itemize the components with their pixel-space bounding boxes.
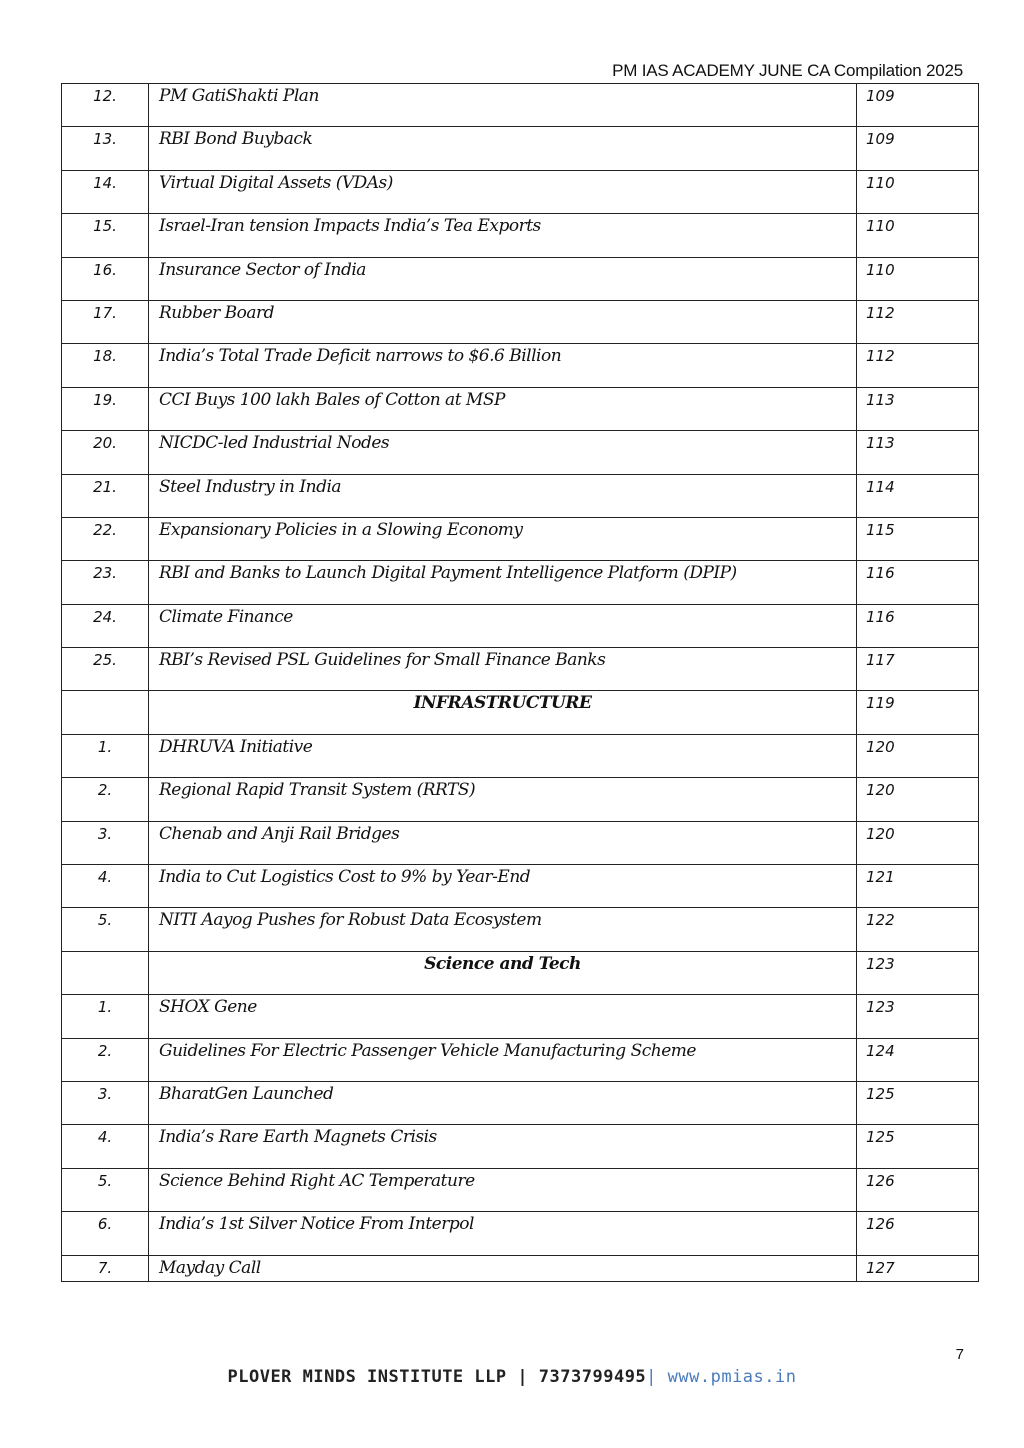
toc-item-number: 13.: [62, 127, 149, 170]
footer: [0, 1367, 1024, 1387]
page-number: 7: [955, 1346, 964, 1363]
toc-item-number: 4.: [62, 1125, 149, 1168]
table-of-contents: [61, 83, 979, 1282]
toc-item-number: 18.: [62, 344, 149, 387]
toc-row: [62, 1081, 979, 1124]
toc-item-number: 1.: [62, 995, 149, 1038]
toc-item-page: 119: [857, 691, 979, 734]
toc-row: [62, 1255, 979, 1281]
toc-item-number: [62, 691, 149, 734]
toc-item-title: BharatGen Launched: [149, 1081, 857, 1124]
toc-row: [62, 734, 979, 777]
toc-body: [62, 84, 979, 1282]
toc-item-number: 3.: [62, 821, 149, 864]
toc-row: [62, 257, 979, 300]
toc-row: [62, 127, 979, 170]
toc-row: [62, 344, 979, 387]
toc-item-page: 125: [857, 1125, 979, 1168]
toc-item-number: 2.: [62, 1038, 149, 1081]
toc-item-page: 123: [857, 995, 979, 1038]
toc-section-heading: Science and Tech: [149, 951, 857, 994]
toc-item-number: 6.: [62, 1212, 149, 1255]
toc-item-number: 19.: [62, 387, 149, 430]
toc-item-title: Climate Finance: [149, 604, 857, 647]
toc-row: [62, 1212, 979, 1255]
toc-item-number: 23.: [62, 561, 149, 604]
toc-item-title: NICDC-led Industrial Nodes: [149, 431, 857, 474]
toc-item-page: 116: [857, 604, 979, 647]
toc-row: [62, 300, 979, 343]
toc-item-title: Mayday Call: [149, 1255, 857, 1281]
toc-item-number: 2.: [62, 778, 149, 821]
toc-item-number: 16.: [62, 257, 149, 300]
toc-item-title: DHRUVA Initiative: [149, 734, 857, 777]
toc-row: [62, 995, 979, 1038]
toc-item-number: 12.: [62, 84, 149, 127]
toc-item-title: NITI Aayog Pushes for Robust Data Ecosystem: [149, 908, 857, 951]
toc-row: [62, 778, 979, 821]
toc-row: [62, 431, 979, 474]
toc-item-title: Virtual Digital Assets (VDAs): [149, 170, 857, 213]
toc-item-title: RBI Bond Buyback: [149, 127, 857, 170]
toc-item-page: 114: [857, 474, 979, 517]
toc-item-title: Expansionary Policies in a Slowing Economy: [149, 517, 857, 560]
toc-item-number: 1.: [62, 734, 149, 777]
toc-item-page: 126: [857, 1168, 979, 1211]
toc-item-title: Israel-Iran tension Impacts India’s Tea Exports: [149, 214, 857, 257]
toc-section-row: [62, 691, 979, 734]
toc-item-page: 116: [857, 561, 979, 604]
toc-row: [62, 821, 979, 864]
toc-item-page: 113: [857, 387, 979, 430]
toc-item-page: 126: [857, 1212, 979, 1255]
toc-row: [62, 1038, 979, 1081]
toc-item-number: 20.: [62, 431, 149, 474]
toc-item-page: 123: [857, 951, 979, 994]
toc-item-page: 120: [857, 778, 979, 821]
toc-row: [62, 214, 979, 257]
toc-item-number: 5.: [62, 908, 149, 951]
toc-item-title: PM GatiShakti Plan: [149, 84, 857, 127]
toc-row: [62, 865, 979, 908]
toc-item-number: 5.: [62, 1168, 149, 1211]
toc-item-number: 22.: [62, 517, 149, 560]
toc-item-title: Rubber Board: [149, 300, 857, 343]
toc-item-page: 110: [857, 170, 979, 213]
toc-item-title: Science Behind Right AC Temperature: [149, 1168, 857, 1211]
toc-row: [62, 648, 979, 691]
toc-item-page: 110: [857, 214, 979, 257]
toc-item-page: 125: [857, 1081, 979, 1124]
toc-row: [62, 170, 979, 213]
toc-item-page: 109: [857, 84, 979, 127]
toc-item-number: 7.: [62, 1255, 149, 1281]
toc-item-number: [62, 951, 149, 994]
toc-item-title: CCI Buys 100 lakh Bales of Cotton at MSP: [149, 387, 857, 430]
toc-section-heading: INFRASTRUCTURE: [149, 691, 857, 734]
toc-item-page: 122: [857, 908, 979, 951]
toc-item-page: 112: [857, 300, 979, 343]
toc-item-page: 121: [857, 865, 979, 908]
toc-item-number: 17.: [62, 300, 149, 343]
toc-item-title: India to Cut Logistics Cost to 9% by Year-End: [149, 865, 857, 908]
toc-item-title: Regional Rapid Transit System (RRTS): [149, 778, 857, 821]
toc-item-title: Steel Industry in India: [149, 474, 857, 517]
toc-item-number: 21.: [62, 474, 149, 517]
toc-section-row: [62, 951, 979, 994]
toc-item-page: 115: [857, 517, 979, 560]
toc-item-page: 109: [857, 127, 979, 170]
toc-item-title: India’s 1st Silver Notice From Interpol: [149, 1212, 857, 1255]
toc-row: [62, 474, 979, 517]
toc-item-page: 110: [857, 257, 979, 300]
toc-item-title: India’s Rare Earth Magnets Crisis: [149, 1125, 857, 1168]
toc-item-page: 124: [857, 1038, 979, 1081]
toc-item-number: 3.: [62, 1081, 149, 1124]
toc-item-title: Insurance Sector of India: [149, 257, 857, 300]
footer-text: PLOVER MINDS INSTITUTE LLP | 7373799495: [227, 1367, 647, 1387]
toc-row: [62, 387, 979, 430]
toc-item-title: Chenab and Anji Rail Bridges: [149, 821, 857, 864]
toc-item-page: 120: [857, 821, 979, 864]
toc-item-number: 15.: [62, 214, 149, 257]
toc-item-title: RBI and Banks to Launch Digital Payment Intelligence Platform (DPIP): [149, 561, 857, 604]
footer-url-link[interactable]: www.pmias.in: [667, 1367, 797, 1387]
toc-item-page: 113: [857, 431, 979, 474]
toc-item-page: 117: [857, 648, 979, 691]
toc-item-title: SHOX Gene: [149, 995, 857, 1038]
toc-row: [62, 561, 979, 604]
toc-row: [62, 517, 979, 560]
toc-item-page: 112: [857, 344, 979, 387]
page-header-title: PM IAS ACADEMY JUNE CA Compilation 2025: [612, 61, 963, 80]
toc-item-page: 127: [857, 1255, 979, 1281]
toc-row: [62, 1168, 979, 1211]
toc-item-number: 25.: [62, 648, 149, 691]
toc-item-number: 14.: [62, 170, 149, 213]
footer-separator: |: [646, 1367, 668, 1387]
toc-row: [62, 908, 979, 951]
toc-item-number: 24.: [62, 604, 149, 647]
toc-item-title: India’s Total Trade Deficit narrows to $6.6 Billion: [149, 344, 857, 387]
toc-row: [62, 84, 979, 127]
toc-item-title: RBI’s Revised PSL Guidelines for Small Finance Banks: [149, 648, 857, 691]
toc-item-page: 120: [857, 734, 979, 777]
toc-row: [62, 1125, 979, 1168]
toc-item-number: 4.: [62, 865, 149, 908]
toc-item-title: Guidelines For Electric Passenger Vehicle Manufacturing Scheme: [149, 1038, 857, 1081]
toc-row: [62, 604, 979, 647]
